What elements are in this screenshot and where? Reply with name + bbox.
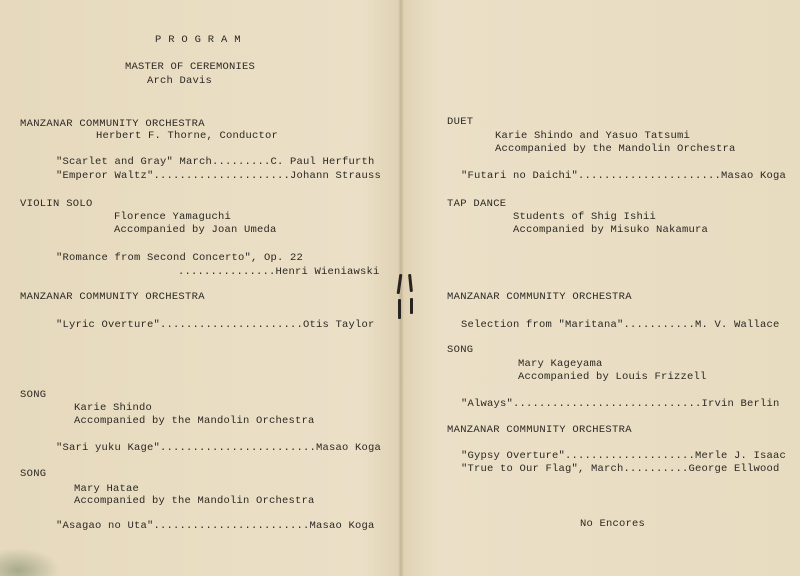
song1-piece: "Sari yuku Kage"........................Masao Koga [56, 442, 382, 454]
song2-accompaniment: Accompanied by the Mandolin Orchestra [74, 495, 315, 507]
orchestra3-heading: MANZANAR COMMUNITY ORCHESTRA [447, 291, 632, 303]
orchestra1-conductor: Herbert F. Thorne, Conductor [96, 130, 279, 142]
orchestra3-piece: Selection from "Maritana"...........M. V. Wallace [461, 319, 780, 331]
staple-bottom [398, 299, 401, 319]
orchestra2-heading: MANZANAR COMMUNITY ORCHESTRA [20, 291, 205, 303]
orchestra2-piece: "Lyric Overture"......................Otis Taylor [56, 319, 375, 331]
corner-smudge [0, 548, 60, 576]
tap-dance-accompaniment: Accompanied by Misuko Nakamura [513, 224, 709, 236]
duet-piece: "Futari no Daichi"......................Masao Koga [461, 170, 787, 182]
song3-heading: SONG [447, 344, 474, 356]
violin-solo-piece-line2: ...............Henri Wieniawski [178, 266, 380, 278]
duet-accompaniment: Accompanied by the Mandolin Orchestra [495, 143, 736, 155]
orchestra4-heading: MANZANAR COMMUNITY ORCHESTRA [447, 424, 632, 436]
orchestra4-piece-1: "Gypsy Overture"....................Merle J. Isaac [461, 450, 787, 462]
staple-top-2 [408, 274, 413, 292]
song1-heading: SONG [20, 389, 47, 401]
song3-accompaniment: Accompanied by Louis Frizzell [518, 371, 707, 383]
song3-performer: Mary Kageyama [518, 358, 603, 370]
duet-performers: Karie Shindo and Yasuo Tatsumi [495, 130, 691, 142]
orchestra1-piece-2: "Emperor Waltz".....................Johann Strauss [56, 170, 382, 182]
tap-dance-heading: TAP DANCE [447, 198, 507, 210]
orchestra4-piece-2: "True to Our Flag", March..........George Ellwood [461, 463, 780, 475]
mc-label: MASTER OF CEREMONIES [125, 61, 256, 73]
song3-piece: "Always".............................Irvin Berlin [461, 398, 780, 410]
song1-performer: Karie Shindo [74, 402, 153, 414]
tap-dance-performers: Students of Shig Ishii [513, 211, 657, 223]
violin-solo-piece-line1: "Romance from Second Concerto", Op. 22 [56, 252, 304, 264]
song1-accompaniment: Accompanied by the Mandolin Orchestra [74, 415, 315, 427]
footer-note: No Encores [580, 518, 646, 530]
song2-piece: "Asagao no Uta"........................Masao Koga [56, 520, 375, 532]
duet-heading: DUET [447, 116, 474, 128]
violin-solo-performer: Florence Yamaguchi [114, 211, 232, 223]
mc-name: Arch Davis [147, 75, 213, 87]
song2-performer: Mary Hatae [74, 483, 140, 495]
song2-heading: SONG [20, 468, 47, 480]
staple-bottom-2 [410, 298, 413, 314]
program-title: P R O G R A M [155, 34, 241, 46]
orchestra1-heading: MANZANAR COMMUNITY ORCHESTRA [20, 118, 205, 130]
violin-solo-heading: VIOLIN SOLO [20, 198, 93, 210]
violin-solo-accompaniment: Accompanied by Joan Umeda [114, 224, 277, 236]
orchestra1-piece-1: "Scarlet and Gray" March.........C. Paul Herfurth [56, 156, 375, 168]
